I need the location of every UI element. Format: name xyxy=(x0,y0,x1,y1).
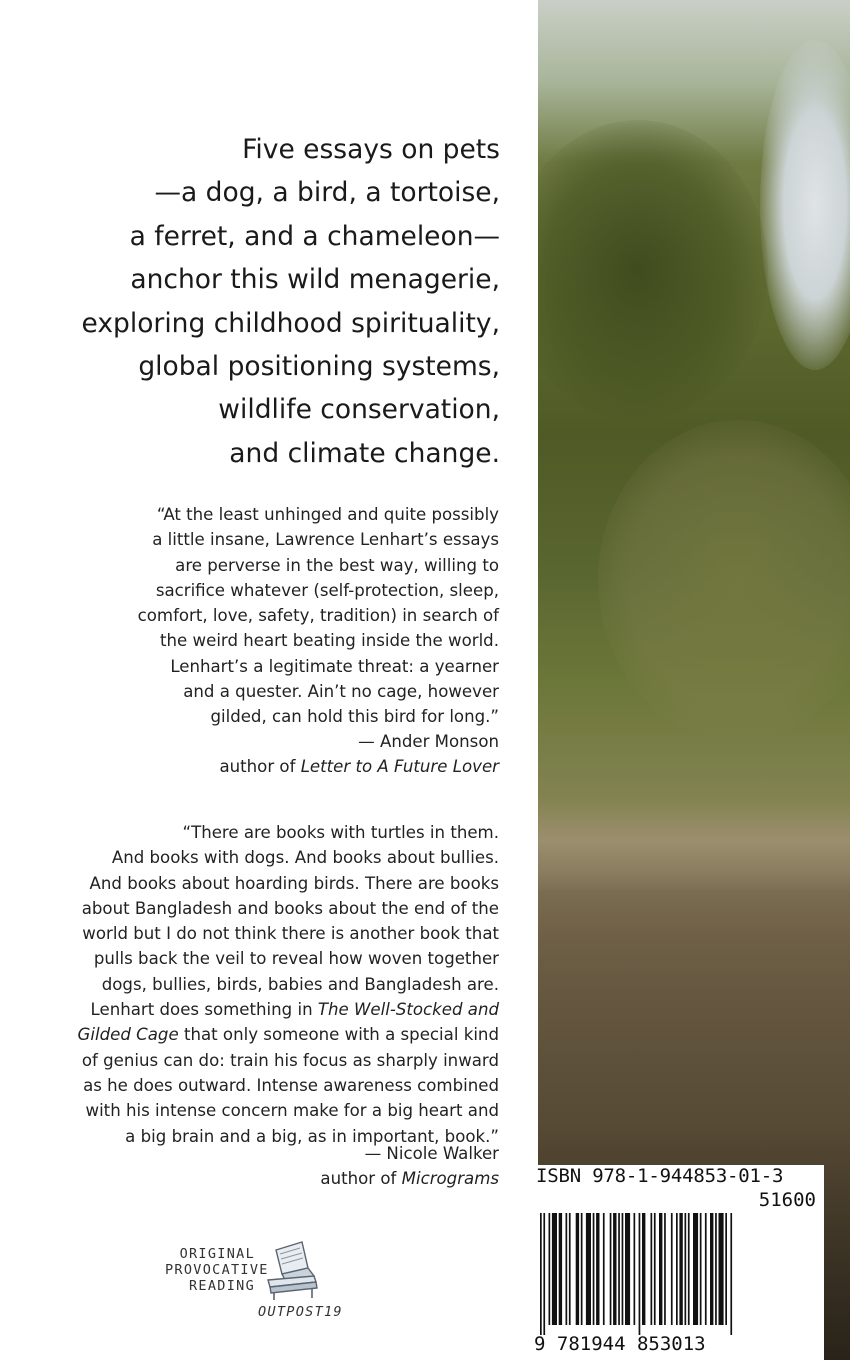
headline-line: Five essays on pets xyxy=(242,134,500,165)
book-bench-logo-icon xyxy=(262,1240,332,1302)
isbn-barcode-block xyxy=(534,1165,824,1360)
quoted-book-title-cont: Gilded Cage xyxy=(77,1025,179,1045)
tagline-line: PROVOCATIVE xyxy=(165,1262,269,1278)
attribution-credit xyxy=(0,754,499,779)
photo-foliage-lower xyxy=(598,420,850,740)
quote-line: comfort, love, safety, tradition) in search of xyxy=(137,606,499,626)
publisher-mark xyxy=(165,1246,375,1336)
quote-line: about Bangladesh and books about the end of the xyxy=(81,898,499,918)
credit-prefix: author of xyxy=(219,757,301,777)
endorsement-quote-monson xyxy=(0,502,499,730)
price-code: 51600 xyxy=(758,1189,816,1211)
barcode-digits: 9 781944 853013 xyxy=(534,1333,706,1355)
headline-line: and climate change. xyxy=(229,437,500,469)
quote-line: gilded, can hold this bird for long.” xyxy=(210,707,499,727)
publisher-name: OUTPOST19 xyxy=(258,1304,343,1320)
credit-book-title: Micrograms xyxy=(401,1169,499,1189)
credit-prefix: author of xyxy=(320,1169,402,1189)
attribution-monson xyxy=(0,729,499,780)
credit-book-title: Letter to A Future Lover xyxy=(300,757,499,777)
tagline-line: READING xyxy=(189,1278,255,1294)
quote-line: with his intense concern make for a big heart and xyxy=(85,1101,499,1121)
quote-line xyxy=(0,1022,499,1047)
quote-line: And books about hoarding birds. There are books xyxy=(89,873,499,893)
quote-line xyxy=(0,997,499,1022)
attribution-author: — Ander Monson xyxy=(358,732,499,751)
photo-sky xyxy=(760,40,850,370)
quote-text: Lenhart does something in xyxy=(90,1000,318,1020)
headline-line: global positioning systems, xyxy=(138,351,500,383)
headline-line: anchor this wild menagerie, xyxy=(130,264,500,296)
attribution-walker xyxy=(0,1141,499,1192)
quoted-book-title: The Well-Stocked and xyxy=(317,1000,499,1020)
barcode-icon xyxy=(540,1213,820,1335)
quote-line: world but I do not think there is another book that xyxy=(82,924,499,944)
endorsement-quote-walker xyxy=(0,820,499,1149)
headline-line: a ferret, and a chameleon— xyxy=(129,220,500,252)
quote-line: dogs, bullies, birds, babies and Bangladesh are. xyxy=(101,974,499,994)
isbn-label: ISBN 978-1-944853-01-3 xyxy=(536,1165,784,1187)
quote-line: a little insane, Lawrence Lenhart’s essays xyxy=(152,530,499,550)
cover-photo-river-trees xyxy=(538,0,850,1360)
headline-line: wildlife conservation, xyxy=(218,394,500,426)
blurb-headline xyxy=(0,128,500,475)
publisher-tagline xyxy=(165,1246,269,1294)
quote-line: “At the least unhinged and quite possibly xyxy=(156,505,499,524)
quote-line: “There are books with turtles in them. xyxy=(182,823,499,842)
quote-line: Lenhart’s a legitimate threat: a yearner xyxy=(170,656,499,676)
attribution-credit xyxy=(0,1166,499,1191)
quote-line: are perverse in the best way, willing to xyxy=(175,555,499,575)
photo-riverbank xyxy=(538,800,850,890)
quote-line: a big brain and a big, as in important, book.” xyxy=(125,1126,499,1146)
quote-line: and a quester. Ain’t no cage, however xyxy=(183,682,499,702)
attribution-author: — Nicole Walker xyxy=(364,1144,499,1163)
photo-foliage xyxy=(538,120,768,420)
quote-line: of genius can do: train his focus as sharply inward xyxy=(81,1050,499,1070)
quote-text: that only someone with a special kind xyxy=(178,1025,499,1045)
quote-line: sacrifice whatever (self-protection, sleep, xyxy=(155,580,499,600)
headline-line: exploring childhood spirituality, xyxy=(81,307,500,339)
quote-line: as he does outward. Intense awareness combined xyxy=(83,1075,499,1095)
tagline-line: ORIGINAL xyxy=(179,1246,255,1262)
quote-line: And books with dogs. And books about bullies. xyxy=(111,848,499,868)
quote-line: pulls back the veil to reveal how woven together xyxy=(93,949,499,969)
quote-line: the weird heart beating inside the world. xyxy=(160,631,499,651)
headline-line: —a dog, a bird, a tortoise, xyxy=(154,177,500,209)
